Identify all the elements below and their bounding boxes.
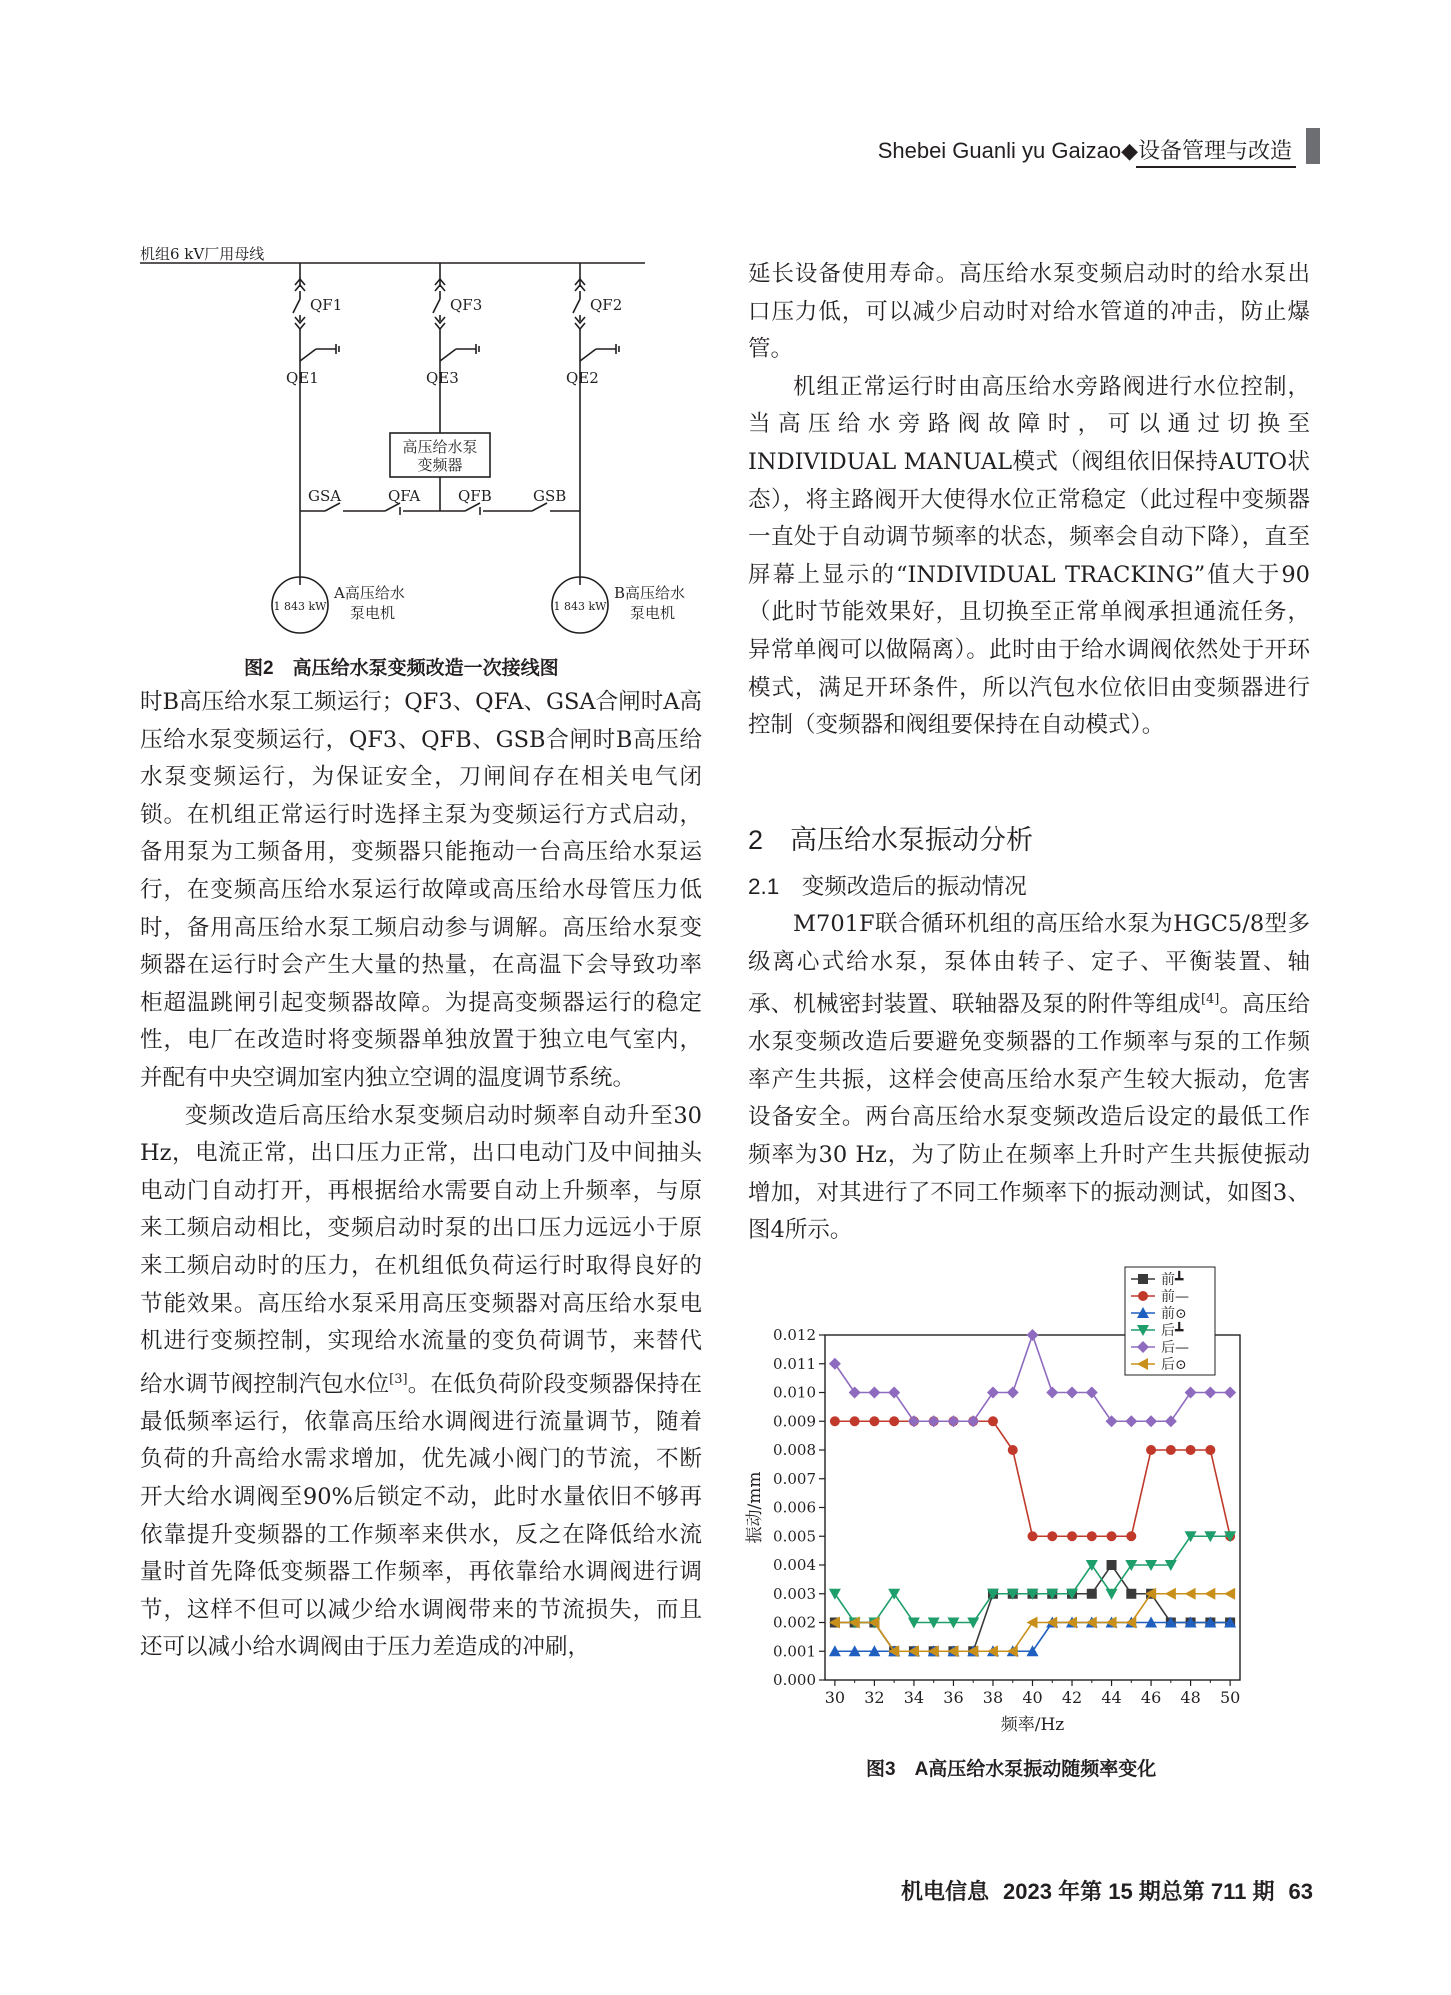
right-paragraph-1: 延长设备使用寿命。高压给水泵变频启动时的给水泵出口压力低，可以减少启动时对给水管道的冲击，防止爆管。 (748, 261, 1310, 363)
footer-issue: 2023 年第 15 期总第 711 期 (1003, 1879, 1275, 1904)
right-paragraph-2: 机组正常运行时由高压给水旁路阀进行水位控制，当高压给水旁路阀故障时，可以通过切换至INDIVIDUAL MANUAL模式（阀组依旧保持AUTO状态），将主路阀开大使得水位正常稳定（此过程中变频器一直处于自动调节频率的状态，频率会自动下降），直至屏幕上显示的“INDIVIDUAL TRACKING”值大于90（此时节能效果好，且切换至正常单阀承担通流任务，异常单阀可以做隔离）。此时由于给水调阀依然处于开环模式，满足开环条件，所以汽包水位依旧由变频器进行控制（变频器和阀组要保持在自动模式）。 (748, 373, 1310, 739)
right-p3-text-b: 。高压给水泵变频改造后要避免变频器的工作频率与泵的工作频率产生共振，这样会使高压给水泵产生较大振动，危害设备安全。两台高压给水泵变频改造后设定的最低工作频率为30 Hz，为了防止在频率上升时产生共振使振动增加，对其进行了不同工作频率下的振动测试，如图3、图4所示。 (748, 991, 1310, 1244)
series-line-1 (835, 1565, 1230, 1651)
data-point-s5 (1224, 1387, 1236, 1399)
plot-frame (825, 1335, 1240, 1680)
y-tick-label: 0.009 (773, 1412, 816, 1431)
label-qfa: QFA (388, 487, 421, 505)
right-column-bottom (748, 906, 1310, 1250)
data-point-s2 (1166, 1445, 1176, 1455)
x-tick-label: 30 (824, 1688, 846, 1707)
y-tick-label: 0.000 (773, 1671, 816, 1689)
legend-label: 后— (1161, 1340, 1189, 1356)
data-point-s6 (1185, 1588, 1196, 1600)
data-point-s5 (1185, 1387, 1197, 1399)
section-heading-2: 2 高压给水泵振动分析 (748, 825, 1034, 855)
data-point-s2 (889, 1416, 899, 1426)
bus-label: 机组6 kV厂用母线 (140, 245, 265, 263)
legend-marker (1138, 1274, 1148, 1284)
data-point-s5 (947, 1415, 959, 1427)
data-point-s2 (1047, 1531, 1057, 1541)
header-section: 设备管理与改造 (1137, 138, 1292, 163)
data-point-s5 (1007, 1387, 1019, 1399)
data-point-s5 (1027, 1329, 1039, 1341)
header-underline (1136, 166, 1296, 168)
data-point-s6 (1027, 1617, 1038, 1629)
header-bar (1306, 128, 1320, 164)
y-tick-label: 0.003 (773, 1584, 816, 1603)
data-point-s1 (1126, 1589, 1136, 1599)
data-point-s5 (987, 1387, 999, 1399)
label-qf1: QF1 (310, 296, 343, 314)
y-axis-label: 振动/mm (745, 1471, 765, 1544)
legend-label: 前┻ (1161, 1272, 1184, 1288)
data-point-s1 (1107, 1560, 1117, 1570)
header-text (878, 134, 1292, 165)
legend-marker (1138, 1291, 1148, 1301)
vfd-label-2: 变频器 (417, 456, 463, 474)
motor-b-label-1: B高压给水 (614, 584, 686, 602)
data-point-s6 (1204, 1588, 1215, 1600)
motor-a-label-2: 泵电机 (350, 604, 396, 622)
data-point-s2 (1067, 1531, 1077, 1541)
label-qe3: QE3 (426, 369, 459, 387)
data-point-s5 (1046, 1387, 1058, 1399)
data-point-s5 (928, 1415, 940, 1427)
x-tick-label: 40 (1022, 1688, 1043, 1707)
right-p3-text-a: M701F联合循环机组的高压给水泵为HGC5/8型多级离心式给水泵，泵体由转子、定子、平衡装置、轴承、机械密封装置、联轴器及泵的附件等组成 (748, 911, 1310, 1018)
label-gsa: GSA (308, 487, 342, 505)
data-point-s5 (1145, 1415, 1157, 1427)
data-point-s2 (1186, 1445, 1196, 1455)
data-point-s4 (1086, 1560, 1098, 1571)
x-tick-label: 46 (1140, 1688, 1162, 1707)
left-paragraph-2 (140, 1098, 702, 1667)
data-point-s5 (1086, 1387, 1098, 1399)
left-column (140, 684, 702, 1667)
data-point-s2 (1205, 1445, 1215, 1455)
data-point-s2 (1126, 1531, 1136, 1541)
citation-4: [4] (1200, 992, 1220, 1008)
data-point-s5 (1165, 1415, 1177, 1427)
motor-a-rating: 1 843 kW (273, 600, 327, 613)
x-tick-label: 42 (1061, 1688, 1083, 1707)
figure2-caption: 图2 高压给水泵变频改造一次接线图 (244, 658, 559, 679)
figure3-chart (740, 1265, 1315, 1735)
data-point-s5 (1106, 1415, 1118, 1427)
y-tick-label: 0.012 (773, 1326, 816, 1344)
data-point-s5 (888, 1387, 900, 1399)
data-point-s2 (1087, 1531, 1097, 1541)
data-point-s5 (829, 1358, 841, 1370)
y-tick-label: 0.006 (773, 1498, 816, 1517)
running-header (860, 128, 1320, 168)
x-tick-label: 38 (982, 1688, 1004, 1707)
y-tick-label: 0.010 (773, 1383, 816, 1402)
motor-a-label-1: A高压给水 (334, 584, 405, 602)
motor-b-rating: 1 843 kW (553, 600, 607, 613)
data-point-s5 (1066, 1387, 1078, 1399)
header-journal: Shebei Guanli yu Gaizao (877, 138, 1122, 163)
figure2-diagram (140, 245, 710, 650)
x-tick-label: 34 (903, 1688, 925, 1707)
series-line-2 (835, 1421, 1230, 1536)
citation-3: [3] (389, 1371, 408, 1387)
data-point-s2 (988, 1416, 998, 1426)
data-point-s5 (1204, 1387, 1216, 1399)
data-point-s5 (1125, 1415, 1137, 1427)
data-point-s2 (1146, 1445, 1156, 1455)
left-paragraph-1: 时B高压给水泵工频运行；QF3、QFA、GSA合闸时A高压给水泵变频运行，QF3、QFB、GSB合闸时B高压给水泵变频运行，为保证安全，刀闸间存在相关电气闭锁。在机组正常运行时选择主泵为变频运行方式启动，备用泵为工频备用，变频器只能拖动一台高压给水泵运行，在变频高压给水泵运行故障或高压给水母管压力低时，备用高压给水泵工频启动参与调解。高压给水泵变频器在运行时会产生大量的热量，在高温下会导致功率柜超温跳闸引起变频器故障。为提高变频器运行的稳定性，电厂在改造时将变频器单独放置于独立电气室内，并配有中央空调加室内独立空调的温度调节系统。 (140, 689, 702, 1091)
y-tick-label: 0.002 (773, 1613, 816, 1632)
legend-label: 后┻ (1161, 1323, 1184, 1339)
data-point-s2 (1107, 1531, 1117, 1541)
data-point-s2 (830, 1416, 840, 1426)
label-gsb: GSB (533, 487, 567, 505)
label-qf3: QF3 (450, 296, 483, 314)
y-tick-label: 0.005 (773, 1527, 816, 1546)
y-tick-label: 0.004 (773, 1556, 816, 1574)
vfd-label-1: 高压给水泵 (402, 438, 478, 456)
label-qe1: QE1 (286, 369, 319, 387)
x-tick-label: 36 (943, 1688, 964, 1707)
data-point-s5 (967, 1415, 979, 1427)
legend-label: 后⊙ (1161, 1357, 1187, 1373)
left-p2-text-b: 。在低负荷阶段变频器保持在最低频率运行，依靠高压给水调阀进行流量调节，随着负荷的升高给水需求增加，优先减小阀门的节流，不断开大给水调阀至90%后锁定不动，此时水量依旧不够再依靠提升变频器的工作频率来供水，反之在降低给水流量时首先降低变频器工作频率，再依靠给水调阀进行调节，这样不但可以减少给水调阀带来的节流损失，而且还可以减小给水调阀由于压力差造成的冲刷， (140, 1371, 702, 1661)
data-point-s5 (868, 1387, 880, 1399)
data-point-s5 (849, 1387, 861, 1399)
data-point-s5 (908, 1415, 920, 1427)
left-p2-text-a: 变频改造后高压给水泵变频启动时频率自动升至30 Hz，电流正常，出口压力正常，出口电动门及中间抽头电动门自动打开，再根据给水需要自动上升频率，与原来工频启动相比，变频启动时泵的出口压力远远小于原来工频启动时的压力，在机组低负荷运行时取得良好的节能效果。高压给水泵采用高压变频器对高压给水泵电机进行变频控制，实现给水流量的变负荷调节，来替代给水调节阀控制汽包水位 (140, 1102, 702, 1398)
label-qf2: QF2 (590, 296, 623, 314)
right-paragraph-3 (748, 906, 1310, 1250)
y-tick-label: 0.007 (773, 1469, 816, 1488)
label-qfb: QFB (458, 487, 492, 505)
data-point-s4 (888, 1589, 900, 1600)
x-tick-label: 48 (1180, 1688, 1201, 1707)
legend-label: 前⊙ (1161, 1306, 1187, 1322)
header-diamond: ◆ (1121, 138, 1138, 163)
y-tick-label: 0.011 (773, 1354, 816, 1373)
legend-label: 前— (1161, 1289, 1189, 1305)
x-axis-label: 频率/Hz (1000, 1715, 1065, 1735)
label-qe2: QE2 (566, 369, 599, 387)
y-tick-label: 0.001 (773, 1642, 816, 1661)
x-tick-label: 44 (1101, 1688, 1122, 1707)
motor-b-label-2: 泵电机 (630, 604, 676, 622)
right-column-top (748, 256, 1310, 745)
footer-page: 63 (1288, 1879, 1313, 1904)
x-tick-label: 32 (864, 1688, 885, 1707)
data-point-s4 (1106, 1589, 1118, 1600)
footer-journal: 机电信息 (901, 1879, 990, 1904)
series-line-4 (835, 1536, 1230, 1622)
x-tick-label: 50 (1219, 1688, 1241, 1707)
data-point-s2 (850, 1416, 860, 1426)
figure3-caption: 图3 A高压给水泵振动随频率变化 (866, 1759, 1157, 1780)
data-point-s2 (1028, 1531, 1038, 1541)
data-point-s1 (1087, 1589, 1097, 1599)
subsection-heading-2-1: 2.1 变频改造后的振动情况 (748, 874, 1027, 899)
data-point-s2 (1008, 1445, 1018, 1455)
data-point-s4 (829, 1589, 841, 1600)
data-point-s6 (1224, 1588, 1235, 1600)
page-footer (887, 1875, 1313, 1906)
data-point-s6 (1165, 1588, 1176, 1600)
y-tick-label: 0.008 (773, 1441, 816, 1459)
data-point-s2 (869, 1416, 879, 1426)
